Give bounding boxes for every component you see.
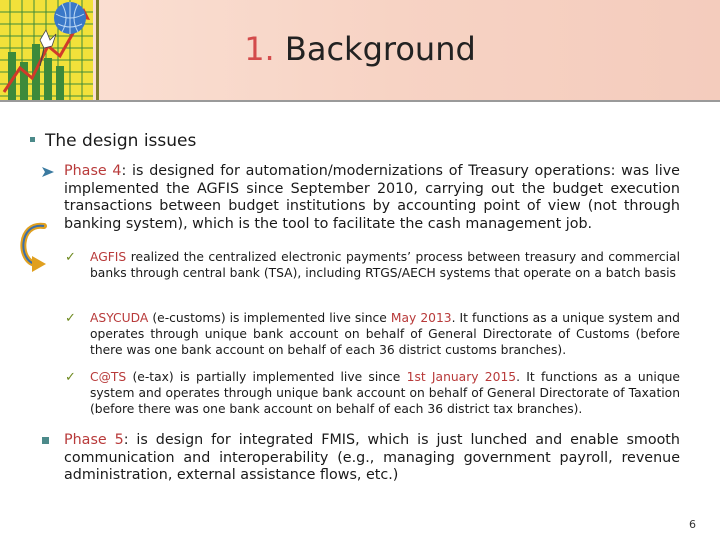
arrow-bullet-icon	[40, 165, 56, 179]
subitem-date: 1st January 2015	[406, 370, 517, 384]
phase5-paragraph	[64, 432, 680, 485]
subitem-text-cont: . It functions as a unique system and operates through unique bank account on behalf of General Directorate of Taxation (before there was one bank account on behalf of each 36 district tax branches).	[90, 370, 680, 416]
subitem-label: ASYCUDA	[90, 311, 149, 325]
square-bullet-icon	[30, 137, 35, 142]
checkmark-icon: ✓	[65, 250, 76, 265]
section-heading	[30, 131, 196, 151]
subitem-label: AGFIS	[90, 250, 127, 264]
subitem-text: realized the centralized electronic payments’ process between treasury and commercial banks through central bank (TSA), including RTGS/AECH systems that operate on a batch basis	[90, 250, 680, 280]
phase4-label: Phase 4	[64, 163, 122, 179]
subitem-asycuda	[90, 311, 680, 358]
phase5-label: Phase 5	[64, 432, 124, 448]
page-title	[0, 30, 720, 68]
subitem-date: May 2013	[390, 311, 452, 325]
checkmark-icon: ✓	[65, 311, 76, 326]
subitem-text: (e-tax) is partially implemented live since	[126, 370, 407, 384]
subitem-cats	[90, 370, 680, 417]
subitem-text: (e-customs) is implemented live since	[148, 311, 391, 325]
curved-arrow-icon	[14, 218, 50, 274]
title-text: Background	[284, 30, 476, 68]
subitem-text-cont: . It functions as a unique system and operates through unique bank account on behalf of General Directorate of Customs (before there was one bank account on behalf of each 36 district customs branches).	[90, 311, 680, 357]
phase4-text: : is designed for automation/modernizations of Treasury operations: was live implemented the AGFIS since September 2010, carrying out the budget execution transactions between budget institutions by accounting point of view (not through banking system), which is the tool to facilitate the cash management job.	[64, 163, 680, 232]
phase5-text: : is design for integrated FMIS, which is just lunched and enable smooth communication and interoperability (e.g., managing government payroll, revenue administration, external assistance flows, etc.)	[64, 432, 680, 483]
header-band	[0, 0, 720, 100]
subitem-agfis	[90, 250, 680, 282]
section-heading-text: The design issues	[45, 131, 197, 151]
checkmark-icon: ✓	[65, 370, 76, 385]
title-number: 1.	[244, 30, 275, 68]
subitem-label: C@TS	[90, 370, 127, 384]
square-bullet-icon	[42, 437, 49, 444]
page-number: 6	[689, 518, 696, 531]
header-divider	[0, 100, 720, 102]
phase4-paragraph	[64, 163, 680, 233]
